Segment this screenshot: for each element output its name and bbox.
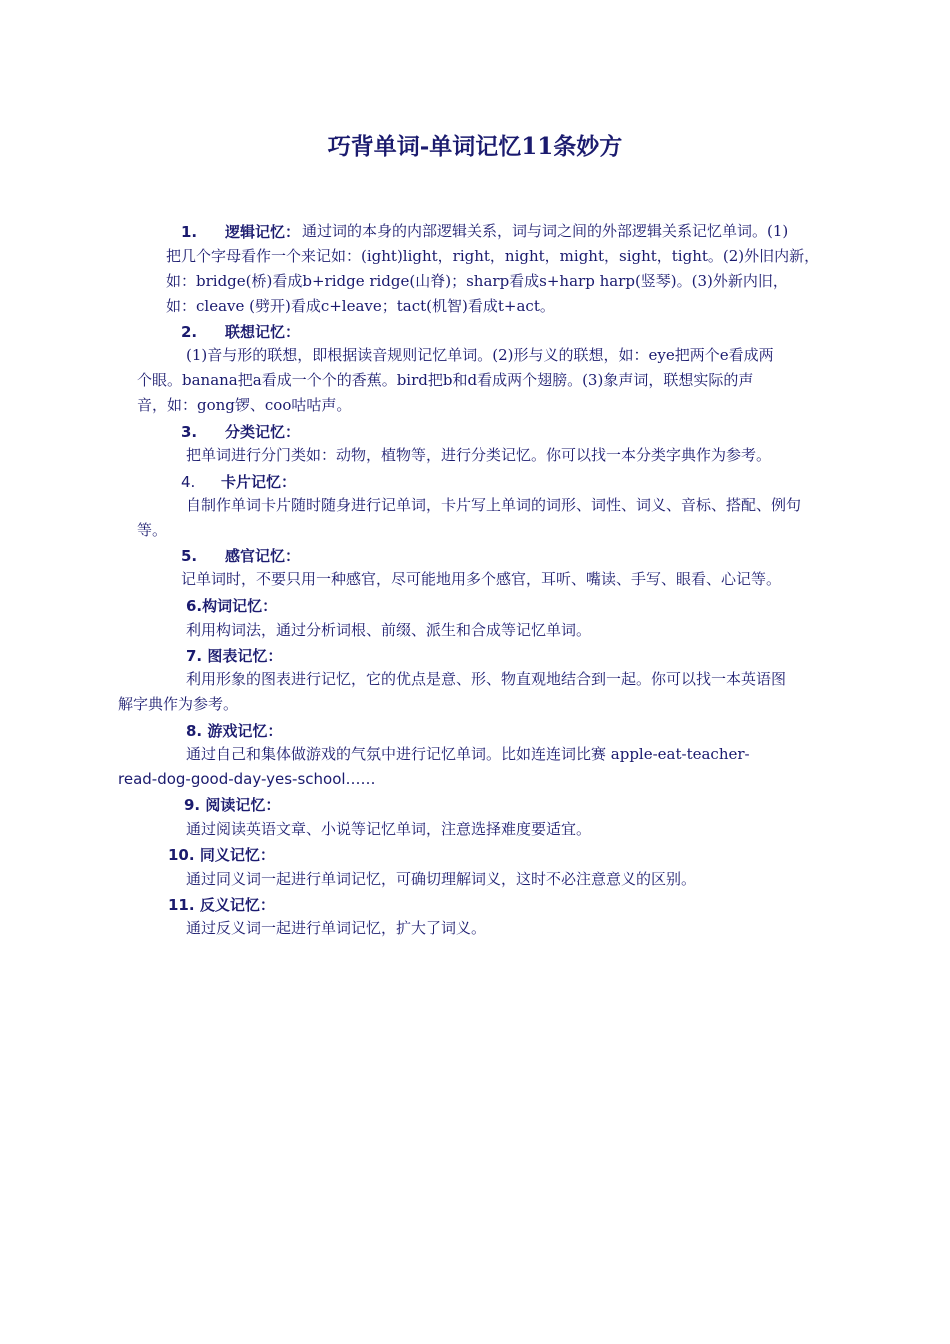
body-line: 利用形象的图表进行记忆，它的优点是意、形、物直观地结合到一起。你可以找一本英语图 [186, 670, 787, 688]
body-line: 通过阅读英语文章、小说等记忆单词，注意选择难度要适宜。 [186, 820, 592, 838]
section-number: 2. [181, 323, 198, 341]
body-line: 如：cleave (劈开)看成c+leave；tact(机智)看成t+act。 [166, 297, 555, 315]
section-number: 9. [184, 796, 201, 814]
body-line: 通过同义词一起进行单词记忆，可确切理解词义，这时不必注意意义的区别。 [186, 870, 697, 888]
body-line: (1)音与形的联想，即根据读音规则记忆单词。(2)形与义的联想，如：eye把两个e看成两 [186, 346, 774, 364]
section-number: 10. [168, 846, 195, 864]
section-title: 逻辑记忆： [225, 223, 301, 241]
section-heading [184, 794, 280, 815]
body-line: 等。 [137, 521, 168, 539]
section-number: 3. [181, 423, 198, 441]
body-line: 通过反义词一起进行单词记忆，扩大了词义。 [186, 919, 487, 937]
body-line: 通过词的本身的内部逻辑关系，词与词之间的外部逻辑关系记忆单词。(1) [302, 222, 789, 240]
body-line: 利用构词法，通过分析词根、前缀、派生和合成等记忆单词。 [186, 621, 592, 639]
page-title: 巧背单词-单词记忆11条妙方 [327, 133, 623, 160]
section-title: 分类记忆： [225, 423, 301, 441]
section-title: 阅读记忆： [205, 796, 281, 814]
section-heading [168, 894, 275, 915]
section-heading [181, 471, 296, 492]
section-heading [186, 595, 277, 616]
body-line: 自制作单词卡片随时随身进行记单词，卡片写上单词的词形、词性、词义、音标、搭配、例句 [186, 496, 802, 514]
section-number: 6. [186, 597, 203, 615]
section-heading [181, 321, 300, 342]
section-title: 游戏记忆： [207, 722, 283, 740]
body-line: 如：bridge(桥)看成b+ridge ridge(山脊)；sharp看成s+harp harp(竖琴)。(3)外新内旧， [166, 272, 788, 290]
section-number: 11. [168, 896, 195, 914]
section-number: 7. [186, 647, 203, 665]
body-line: 音，如：gong锣、coo咕咕声。 [137, 396, 352, 414]
section-number: 5. [181, 547, 198, 565]
body-line: 通过自己和集体做游戏的气氛中进行记忆单词。比如连连词比赛 apple-eat-teacher- [186, 745, 750, 763]
section-title: 感官记忆： [225, 547, 301, 565]
section-title: 反义记忆： [199, 896, 275, 914]
section-heading [181, 221, 300, 242]
section-heading [181, 545, 300, 566]
section-number: 4. [181, 473, 196, 491]
body-line: 解字典作为参考。 [118, 695, 239, 713]
body-line: read-dog-good-day-yes-school…… [118, 770, 376, 788]
body-line: 个眼。banana把a看成一个个的香蕉。bird把b和d看成两个翅膀。(3)象声词，联想实际的声 [137, 371, 754, 389]
section-title: 图表记忆： [207, 647, 283, 665]
section-number: 1. [181, 223, 198, 241]
body-line: 记单词时，不要只用一种感官，尽可能地用多个感官，耳听、嘴读、手写、眼看、心记等。 [181, 570, 782, 588]
body-line: 把单词进行分门类如：动物，植物等，进行分类记忆。你可以找一本分类字典作为参考。 [186, 446, 772, 464]
section-title: 构词记忆： [202, 597, 278, 615]
body-line: 把几个字母看作一个来记如：(ight)light，right，night，might，sight，tight。(2)外旧内新， [166, 247, 820, 265]
section-heading [186, 645, 282, 666]
section-heading [186, 720, 282, 741]
section-title: 联想记忆： [225, 323, 301, 341]
section-title: 卡片记忆： [221, 473, 297, 491]
section-title: 同义记忆： [199, 846, 275, 864]
section-heading [168, 844, 275, 865]
section-heading [181, 421, 300, 442]
section-number: 8. [186, 722, 203, 740]
